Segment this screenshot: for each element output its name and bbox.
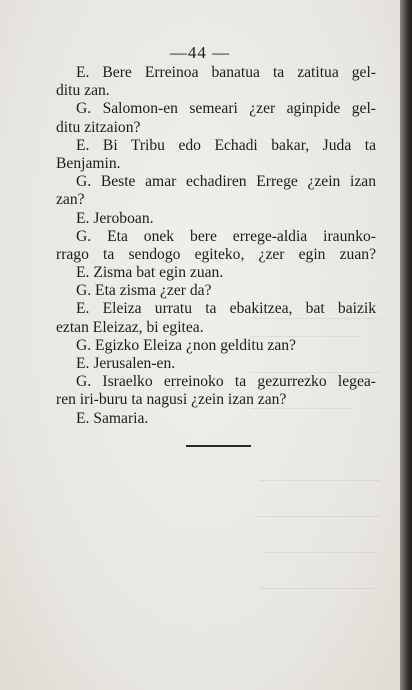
show-through: [255, 516, 380, 517]
text-line: rrago ta sendogo egiteko, ¿zer egin zuan?: [56, 245, 376, 263]
text-line: E. Eleiza urratu ta ebakitzea, bat baizik: [76, 300, 376, 318]
text-line: G. Eta zisma ¿zer da?: [76, 282, 212, 300]
text-line: ren iri-buru ta nagusi ¿zein izan zan?: [56, 391, 287, 409]
text-line: E. Samaria.: [76, 409, 149, 427]
text-line: E. Bi Tribu edo Echadi bakar, Juda ta: [76, 136, 376, 154]
show-through: [250, 318, 380, 319]
text-line: G. Beste amar echadiren Errege ¿zein izan: [76, 173, 376, 191]
book-edge: [400, 0, 412, 690]
show-through: [250, 372, 380, 373]
show-through: [265, 552, 375, 553]
text-line: E. Zisma bat egin zuan.: [76, 264, 224, 282]
show-through: [250, 408, 350, 409]
text-line: E. Jerusalen-en.: [76, 355, 176, 372]
text-line: E. Jeroboan.: [76, 209, 154, 227]
show-through: [260, 588, 375, 589]
page-number: —44 —: [169, 43, 231, 62]
text-line: zan?: [56, 191, 85, 209]
text-line: ditu zitzaion?: [56, 118, 141, 136]
text-line: G. Salomon-en semeari ¿zer aginpide gel-: [76, 100, 376, 118]
catechism-text: [56, 64, 376, 428]
text-line: G. Eta onek bere errege-aldia iraunko-: [76, 227, 376, 245]
text-line: Benjamin.: [56, 154, 121, 172]
text-line: ditu zan.: [56, 82, 110, 100]
text-line: G. Israelko erreinoko ta gezurrezko legea-: [76, 373, 376, 391]
section-divider: [186, 445, 251, 447]
show-through: [260, 480, 380, 481]
text-line: E. Bere Erreinoa banatua ta zatitua gel-: [76, 64, 376, 81]
text-line: G. Egizko Eleiza ¿non gelditu zan?: [76, 336, 296, 354]
show-through: [250, 336, 360, 337]
text-line: eztan Eleizaz, bi egitea.: [56, 318, 204, 336]
